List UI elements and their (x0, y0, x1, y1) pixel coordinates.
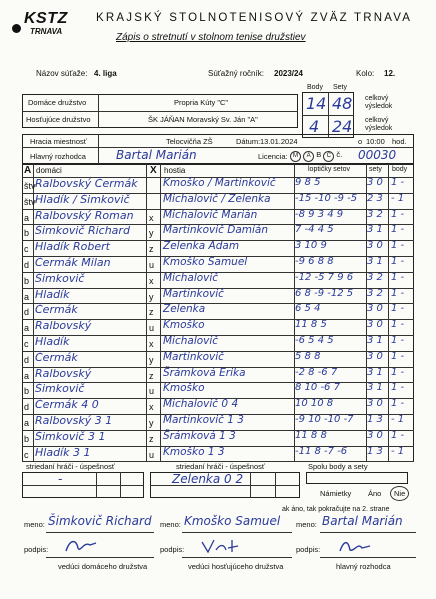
match-balls-cell: 11 8 8 (295, 429, 327, 441)
away-leader-name: Kmoško Samuel (184, 514, 281, 528)
match-code-cell: a (24, 323, 30, 334)
match-vcode-cell: x (149, 275, 154, 286)
kstz-logo (8, 10, 84, 38)
referee-value: Bartal Marián (116, 148, 197, 162)
away-signature-scribble (198, 536, 258, 556)
competition-value: 4. liga (94, 69, 117, 78)
match-vcode-cell: y (149, 291, 154, 302)
match-home-cell: Čermák (35, 303, 78, 317)
licence-classes (290, 150, 342, 162)
match-vcode-cell: z (149, 370, 154, 381)
match-away-cell: Martinkovič 1 3 (163, 414, 244, 426)
match-vcode-cell: u (149, 260, 155, 270)
match-vcode-cell: y (149, 354, 154, 365)
objections-label: Námietky (320, 489, 352, 498)
referee-label: Hlavný rozhodca (30, 152, 86, 161)
licence-number: 00030 (358, 148, 397, 162)
match-code-cell: b (24, 386, 30, 397)
match-code-cell: b (24, 433, 30, 444)
match-home-cell: Hladík / Šimkovič (35, 192, 130, 206)
doubles-total-box (306, 472, 408, 484)
match-balls-cell: 10 10 8 (295, 398, 334, 410)
competition-label: Názov súťaže: (36, 69, 88, 78)
match-vcode-cell: z (149, 244, 154, 255)
match-balls-cell: -15 -10 -9 -5 (295, 192, 358, 204)
referee-signature-scribble (336, 536, 396, 556)
match-home-cell: Ralbovský 3 1 (35, 414, 113, 427)
licence-a: A (303, 151, 314, 162)
match-code-cell: štv (24, 196, 36, 207)
match-body-cell: - 1 (391, 414, 405, 425)
col-sets-header: sety (369, 166, 382, 173)
match-away-cell: Kmoško (163, 382, 205, 395)
match-body-cell: 1 - (391, 224, 405, 236)
match-sets-cell: 3 0 (367, 240, 383, 252)
match-sets-cell: 3 0 (367, 319, 383, 331)
match-code-cell: d (24, 307, 30, 318)
page-subtitle: Zápis o stretnutí v stolnom tenise družstiev (116, 32, 306, 43)
match-body-cell: 1 - (391, 319, 405, 331)
match-sets-cell: 3 2 (367, 287, 383, 299)
match-away-cell: Martinkovič (163, 350, 224, 363)
match-balls-cell: -9 6 8 8 (295, 256, 334, 267)
time-unit: hod. (392, 137, 407, 146)
match-away-cell: Zelenka Adam (163, 240, 240, 253)
venue-label: Hracia miestnosť (30, 137, 87, 146)
match-away-cell: Kmoško (163, 319, 205, 332)
away-points: 4 (309, 117, 320, 136)
col-x-header: X (150, 165, 157, 176)
season-label: Súťažný ročník: (208, 69, 264, 78)
match-body-cell: 1 - (391, 287, 405, 299)
home-points: 14 (306, 94, 327, 113)
match-body-cell: 1 - (391, 256, 405, 267)
match-sets-cell: 3 1 (367, 224, 383, 236)
licence-label: Licencia: (258, 152, 288, 161)
licence-m-circle: M (290, 151, 301, 162)
match-sets-cell: 3 0 (367, 177, 383, 188)
match-vcode-cell: u (149, 323, 155, 334)
referee-signed-name: Bartal Marián (322, 514, 403, 528)
home-name-label: meno: (24, 520, 45, 529)
date-value: 13.01.2024 (260, 137, 298, 146)
licence-c-mark: č. (336, 150, 343, 159)
match-home-cell: Hladík Robert (35, 240, 110, 254)
match-away-cell: Šrámková 1 3 (163, 429, 236, 442)
match-body-cell: 1 - (391, 398, 405, 410)
match-sets-cell: 3 0 (367, 429, 383, 441)
match-home-cell: Šimkovič (35, 271, 85, 285)
match-away-cell: Kmoško / Martinkovič (163, 177, 276, 189)
match-balls-cell: -11 8 -7 -6 (295, 445, 348, 457)
match-home-cell: Čermák Milan (35, 256, 111, 269)
match-home-cell: Ralbovský Roman (35, 208, 134, 222)
match-body-cell: 1 - (391, 303, 405, 315)
match-code-cell: d (24, 260, 30, 270)
match-balls-cell: 7 -4 4 5 (295, 224, 334, 236)
home-signature-scribble (60, 536, 120, 556)
match-sets-cell: 3 0 (367, 303, 383, 315)
home-sign-label: podpis: (24, 545, 49, 554)
referee-sign-label: podpis: (296, 545, 321, 554)
match-sets-cell: 3 1 (367, 335, 383, 346)
logo-sub-text: TRNAVA (30, 27, 63, 36)
home-leader-name: Šimkovič Richard (48, 514, 152, 528)
match-code-cell: a (24, 212, 30, 223)
round-value: 12. (384, 69, 396, 78)
match-balls-cell: 9 8 5 (295, 177, 321, 188)
body-header: Body (307, 84, 323, 91)
home-subs-value: - (58, 472, 63, 486)
match-home-cell: Šimkovič 3 1 (35, 429, 106, 443)
match-balls-cell: -6 5 4 5 (295, 335, 334, 346)
home-subs-label: striedaní hráči - úspešnosť (26, 462, 115, 471)
referee-name-label: meno: (296, 520, 317, 529)
page-title: KRAJSKÝ STOLNOTENISOVÝ ZVÄZ TRNAVA (96, 12, 413, 24)
match-vcode-cell: x (149, 212, 154, 223)
logo-main-text: KSTZ (24, 10, 68, 27)
col-balls-header: loptičky setov (308, 166, 351, 173)
match-away-cell: Kmoško Samuel (163, 256, 248, 268)
match-away-cell: Kmoško 1 3 (163, 445, 225, 458)
match-body-cell: 1 - (391, 429, 405, 441)
round-label: Kolo: (356, 69, 375, 78)
result-label-away: celkový výsledok (365, 117, 393, 132)
col-away-header: hostia (164, 166, 186, 175)
time-value: 10:00 (366, 137, 385, 146)
away-team-label: Hosťujúce družstvo (26, 115, 91, 124)
match-balls-cell: -8 9 3 4 9 (295, 208, 344, 220)
home-caption: vedúci domáceho družstva (58, 562, 148, 571)
match-sets-cell: 3 1 (367, 366, 383, 378)
objections-no-circled: Nie (390, 486, 409, 501)
match-home-cell: Ralbovský (35, 319, 92, 333)
match-home-cell: Ralbovský (35, 366, 92, 380)
licence-b: B (316, 150, 322, 159)
match-away-cell: Zelenka (163, 303, 206, 316)
match-sets-cell: 3 2 (367, 208, 383, 220)
match-code-cell: b (24, 275, 30, 286)
match-sets-cell: 3 0 (367, 398, 383, 410)
match-sets-cell: 3 1 (367, 256, 383, 267)
match-sets-cell: 1 3 (367, 414, 383, 425)
match-vcode-cell: z (149, 307, 154, 318)
match-balls-cell: -2 8 -6 7 (295, 366, 338, 378)
match-away-cell: Michalovič (163, 335, 219, 347)
match-body-cell: 1 - (391, 335, 405, 346)
match-vcode-cell: u (149, 386, 155, 397)
away-team-value: ŠK JÁŇAN Moravský Sv. Ján "A" (148, 115, 258, 124)
match-code-cell: a (24, 370, 30, 381)
match-body-cell: 1 - (391, 177, 405, 188)
match-home-cell: Šimkovič Richard (35, 224, 130, 238)
match-balls-cell: 11 8 5 (295, 319, 327, 331)
match-away-cell: Martinkovič Damián (163, 224, 268, 237)
match-sets-cell: 3 2 (367, 271, 383, 283)
away-subs-value: Zelenka 0 2 (172, 472, 244, 486)
match-code-cell: d (24, 402, 30, 413)
match-vcode-cell: u (149, 449, 155, 460)
result-label-home: celkový výsledok (365, 95, 393, 110)
match-body-cell: - 1 (391, 192, 405, 204)
match-vcode-cell: x (149, 339, 154, 349)
match-vcode-cell: y (149, 228, 154, 239)
match-home-cell: Čermák 4 0 (35, 398, 99, 412)
away-caption: vedúci hosťujúceho družstva (188, 562, 284, 571)
time-prefix: o (358, 137, 363, 146)
licence-c: C (323, 151, 334, 162)
match-vcode-cell: z (149, 433, 154, 444)
venue-value: Telocvičňa ZŠ (166, 137, 213, 146)
match-body-cell: 1 - (391, 350, 405, 362)
match-away-cell: Michalovič Marián (163, 208, 258, 221)
match-code-cell: a (24, 418, 30, 428)
referee-caption: hlavný rozhodca (336, 562, 391, 571)
match-away-cell: Šrámková Erika (163, 366, 246, 379)
match-code-cell: b (24, 228, 30, 239)
match-vcode-cell: x (149, 402, 154, 413)
match-away-cell: Martinkovič (163, 287, 224, 300)
date-label: Dátum: (236, 137, 261, 146)
away-sign-label: podpis: (160, 545, 185, 554)
col-a-header: A (24, 165, 32, 176)
match-away-cell: Michalovič (163, 271, 219, 284)
match-vcode-cell: y (149, 418, 154, 428)
match-code-cell: c (24, 339, 29, 349)
match-balls-cell: 5 8 8 (295, 350, 321, 362)
col-body-header: body (392, 166, 408, 173)
match-home-cell: Hladík (35, 287, 70, 301)
home-team-value: Propria Kúty "C" (174, 98, 229, 107)
match-balls-cell: 8 10 -6 7 (295, 382, 340, 394)
sets-header: Sety (333, 84, 348, 91)
match-sets-cell: 3 1 (367, 382, 383, 394)
match-away-cell: Michalovič 0 4 (163, 398, 239, 411)
match-body-cell: 1 - (391, 382, 405, 394)
match-away-cell: Michalovič / Zelenka (163, 192, 271, 205)
season-value: 2023/24 (274, 69, 303, 78)
match-body-cell: - 1 (391, 445, 405, 457)
match-sets-cell: 2 3 (367, 192, 383, 204)
match-code-cell: c (24, 449, 29, 460)
home-sets: 48 (332, 94, 353, 113)
doubles-label: Spolu body a sety (308, 462, 368, 471)
match-table (22, 164, 414, 462)
home-team-label: Domáce družstvo (28, 98, 87, 107)
objections-note: ak áno, tak pokračujte na 2. strane (282, 506, 390, 513)
away-subs-label: striedaní hráči - úspešnosť (176, 462, 265, 471)
away-sets: 24 (332, 117, 353, 136)
away-name-label: meno: (160, 520, 181, 529)
match-code-cell: c (24, 244, 29, 255)
match-sets-cell: 1 3 (367, 445, 383, 457)
match-home-cell: Čermák (35, 350, 78, 364)
match-home-cell: Hladík (35, 335, 70, 348)
match-sets-cell: 3 0 (367, 350, 383, 362)
col-home-header: domáci (36, 166, 62, 175)
match-home-cell: Šimkovič (35, 382, 85, 396)
match-body-cell: 1 - (391, 208, 405, 220)
match-balls-cell: 6 5 4 (295, 303, 321, 315)
match-balls-cell: -12 -5 7 9 6 (295, 271, 354, 283)
match-body-cell: 1 - (391, 240, 405, 252)
match-body-cell: 1 - (391, 366, 405, 378)
match-balls-cell: 6 8 -9 -12 5 (295, 287, 354, 299)
match-body-cell: 1 - (391, 271, 405, 283)
match-balls-cell: -9 10 -10 -7 (295, 414, 354, 425)
match-balls-cell: 3 10 9 (295, 240, 327, 252)
match-code-cell: a (24, 291, 30, 302)
objections-yes: Áno (368, 489, 382, 498)
match-home-cell: Hladík 3 1 (35, 445, 91, 459)
match-code-cell: d (24, 354, 30, 365)
match-home-cell: Ralbovský Čermák (35, 177, 138, 190)
match-code-cell: štv (24, 181, 36, 191)
ping-pong-ball-icon (12, 24, 21, 33)
